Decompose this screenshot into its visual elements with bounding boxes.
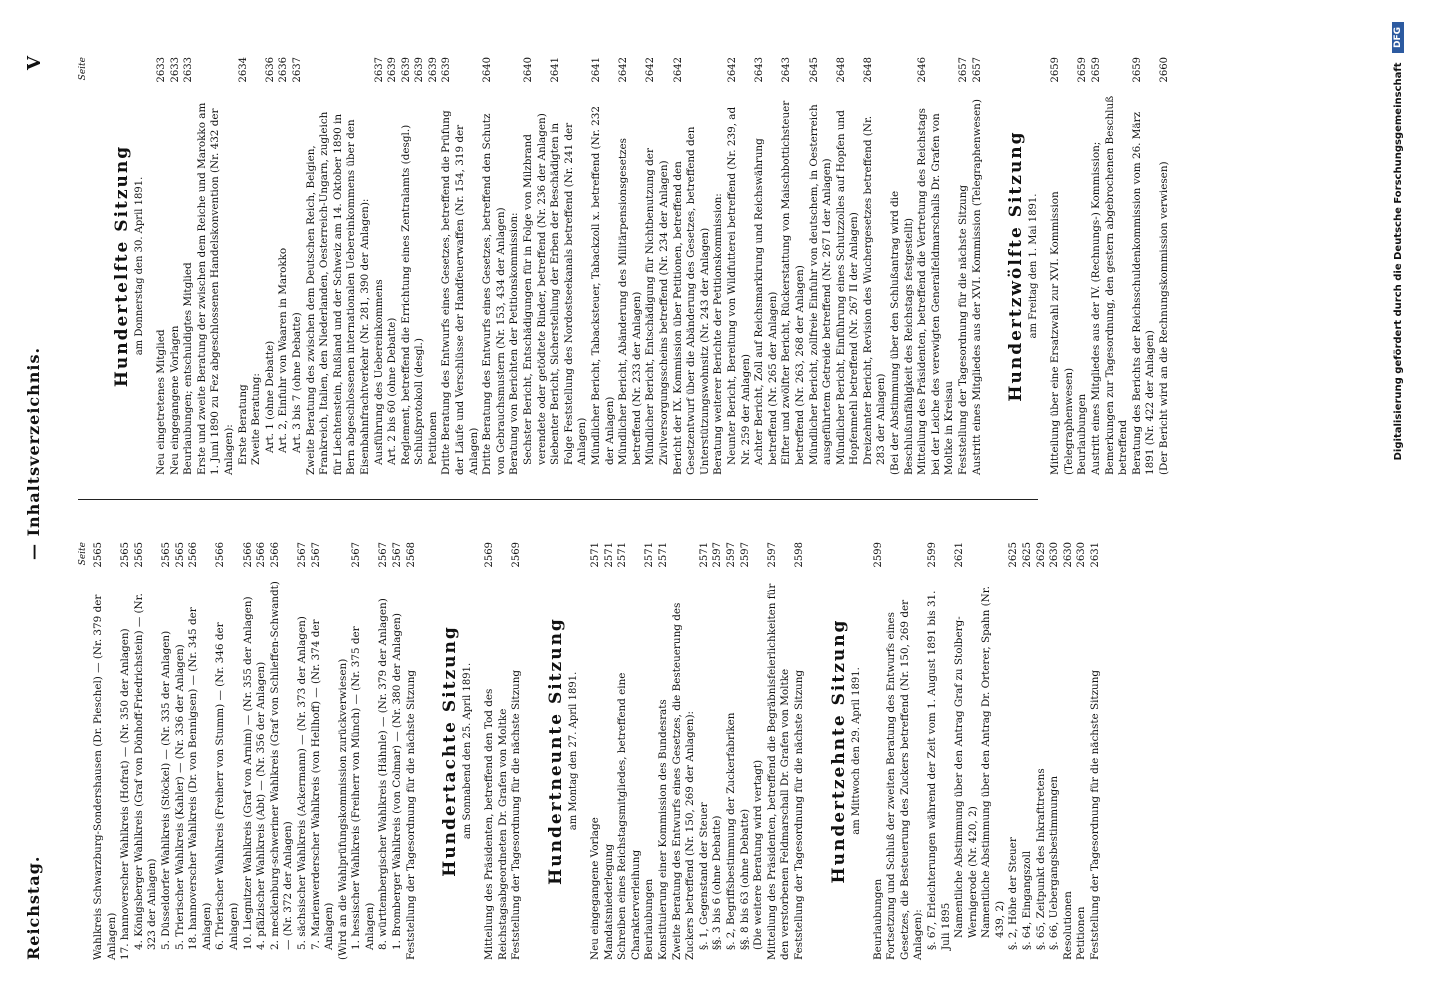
- toc-entry: [980, 542, 1007, 960]
- toc-entry: [793, 542, 807, 960]
- toc-entry-page: 2640: [482, 57, 494, 83]
- toc-entry-page: 2643: [754, 57, 766, 83]
- toc-entry-page: 2598: [793, 542, 805, 568]
- toc-entry-text: Elfter und zwölfter Bericht, Rückerstattung von Maischbottichsteuer betreffend (Nr. 263, 268 der Anlagen): [780, 100, 806, 465]
- toc-entry: [196, 57, 237, 475]
- toc-entry: [725, 542, 739, 960]
- toc-entry-text: Neu eingegangene Vorlage: [589, 817, 602, 960]
- toc-entry: [643, 542, 657, 960]
- toc-entry-page: 2631: [1090, 542, 1102, 568]
- toc-entry-text: Art. 2 bis 60 (ohne Debatte): [386, 317, 399, 465]
- toc-entry-text: 5. Düsseldorfer Wahlkreis (Stöckel) — (Nr. 335 der Anlagen): [159, 630, 172, 950]
- toc-entry-text: 7. Marienwerderscher Wahlkreis (von Hellhoff) — (Nr. 374 der Anlagen): [309, 619, 336, 950]
- toc-entry-page: 2565: [120, 542, 132, 568]
- toc-entry-text: Petitionen: [1075, 906, 1088, 960]
- toc-entry-text: 18. hannoverscher Wahlkreis (Dr. von Bennigsen) — (Nr. 345 der Anlagen): [187, 607, 213, 950]
- toc-entry-page: 2566: [215, 542, 227, 568]
- toc-entry-text: Mitteilung des Präsidenten, betreffend den Tod des Reichstagsabgeordneten Dr. Grafen von Moltke: [483, 688, 509, 960]
- toc-entry-page: 2568: [405, 542, 417, 568]
- toc-entry-page: 2633: [169, 57, 181, 83]
- toc-entry-page: 2659: [1091, 57, 1102, 83]
- toc-entry-text: Beratung weiterer Berichte der Petitionskommission:: [712, 193, 725, 475]
- toc-entry-text: Mündlicher Bericht, Tabacksteuer, Tabackzoll x. betreffend (Nr. 232 der Anlagen): [590, 106, 616, 465]
- toc-entry: [885, 542, 926, 960]
- toc-entry: [957, 57, 971, 475]
- toc-entry-page: 2565: [93, 542, 104, 568]
- toc-entry-page: 2634: [237, 57, 249, 83]
- toc-entry-text: Art. 2, Einfuhr von Waaren in Marokko: [277, 247, 290, 453]
- toc-entry-text: 4. pfälzischer Wahlkreis (Abt) — (Nr. 356 der Anlagen): [255, 661, 268, 950]
- toc-entry: [1035, 542, 1049, 960]
- toc-entry: [119, 542, 133, 960]
- toc-entry-text: Mitteilung des Präsidenten, betreffend die Vertretung des Reichstags bei der Leiche des verewigten Generalfeldmarschalls Dr. Grafen von Moltke in Kreisau: [916, 108, 956, 475]
- toc-entry: [169, 57, 183, 475]
- toc-entry: [255, 542, 269, 960]
- toc-entry-text: Beurlaubungen: [1076, 393, 1089, 475]
- toc-column-left: [78, 542, 1138, 960]
- toc-entry-text: Ausführung des Uebereinkommens: [372, 279, 385, 465]
- toc-entry-text: (Der Bericht wird an die Rechnungskommission verwiesen): [1157, 161, 1170, 475]
- toc-entry-text: Mündlicher Bericht, Einführung eines Schutzzolles auf Hopfen und Hopfenmehl betreffend (Nr. 267 II der Anlagen): [834, 110, 861, 465]
- toc-entry-page: 2642: [645, 57, 657, 83]
- toc-entry-text: Beurlaubungen; entschuldigtes Mitglied: [182, 262, 195, 475]
- toc-entry-text: Dritte Beratung des Entwurfs eines Gesetzes, betreffend den Schutz von Gebrauchsmustern (Nr. 153, 434 der Anlagen): [481, 113, 507, 475]
- toc-entry-page: 2639: [427, 57, 439, 83]
- toc-entry: [413, 57, 427, 475]
- toc-entry-text: §. 66, Uebergangsbestimmungen: [1048, 775, 1061, 950]
- toc-entry: [237, 57, 251, 475]
- toc-entry: [92, 542, 119, 960]
- toc-entry-page: 2641: [550, 57, 562, 83]
- toc-entry-text: §. 1, Gegenstand der Steuer: [697, 802, 710, 950]
- section-date: am Montag den 27. April 1891.: [568, 671, 580, 831]
- toc-entry-text: Petitionen: [426, 411, 439, 465]
- toc-entry-page: 2599: [872, 542, 884, 568]
- toc-entry-page: 2637: [291, 57, 303, 83]
- toc-entry: [440, 57, 481, 475]
- toc-entry: [780, 57, 807, 475]
- toc-entry: [483, 542, 510, 960]
- toc-entry: [522, 57, 549, 475]
- toc-entry-page: 2643: [781, 57, 793, 83]
- toc-entry-page: 2571: [698, 542, 710, 568]
- toc-entry-page: 2571: [590, 542, 602, 568]
- toc-entry: [264, 57, 278, 475]
- toc-entry: [133, 542, 160, 960]
- header-left: Reichstag.: [24, 855, 43, 960]
- toc-entry: [481, 57, 508, 475]
- toc-entry: [405, 542, 419, 960]
- toc-entry-text: Neu eingegangene Vorlagen: [168, 325, 181, 475]
- toc-entry-page: 2659: [1077, 57, 1089, 83]
- toc-entry-text: Feststellung der Tagesordnung für die nächste Sitzung: [957, 184, 970, 475]
- toc-entry-text: Reglement, betreffend die Errichtung eines Zentralamts (desgl.): [399, 124, 412, 465]
- toc-entry-page: 2660: [1158, 57, 1170, 83]
- toc-entry-text: Austritt eines Mitgliedes aus der XVI. Kommission (Telegraphenwesen): [970, 99, 983, 475]
- toc-entry-page: 2636: [264, 57, 276, 83]
- toc-entry-page: 2629: [1035, 542, 1047, 568]
- toc-entry: [277, 57, 291, 475]
- toc-entry-page: 2641: [591, 57, 602, 83]
- toc-entry-text: §. 2, Höhe der Steuer: [1007, 837, 1020, 950]
- toc-entry: [1089, 542, 1103, 960]
- toc-entry-text: Feststellung der Tagesordnung für die nächste Sitzung: [1089, 669, 1102, 960]
- toc-entry: [672, 57, 713, 475]
- toc-entry-text: Neu eingetretenes Mitglied: [155, 329, 167, 475]
- toc-entry-page: 2642: [672, 57, 684, 83]
- toc-entry-text: §. 2, Begriffsbestimmung der Zuckerfabriken: [724, 712, 737, 950]
- toc-entry-page: 2642: [726, 57, 738, 83]
- toc-entry: [296, 542, 310, 960]
- toc-entry-page: 2642: [618, 57, 630, 83]
- toc-entry-text: Konstituierung einer Kommission des Bundesrats: [657, 699, 669, 960]
- toc-entry-page: 2648: [835, 57, 847, 83]
- toc-entry-page: 2633: [183, 57, 195, 83]
- toc-entry-page: 2640: [523, 57, 535, 83]
- toc-entry-page: 2569: [484, 542, 496, 568]
- toc-entry: [766, 542, 793, 960]
- toc-entry: [590, 57, 617, 475]
- toc-entry-page: 2639: [441, 57, 453, 83]
- toc-entry: [549, 57, 590, 475]
- toc-entry: [1048, 542, 1062, 960]
- toc-entry: [1062, 542, 1076, 960]
- toc-entry: [603, 542, 617, 960]
- toc-entry-text: Mündlicher Bericht, Abänderung des Militärpensionsgesetzes betreffend (Nr. 233 der Anlagen): [617, 138, 643, 465]
- toc-entry-text: Mitteilung des Präsidenten, betreffend die Begräbnisfeierlichkeiten für den verstorbenen Feldmarschall Dr. Grafen von Moltke: [765, 583, 792, 960]
- toc-entry: [835, 57, 862, 475]
- toc-entry-page: 2567: [310, 542, 322, 568]
- toc-entry: [182, 57, 196, 475]
- toc-entry: [711, 542, 725, 960]
- toc-entry-text: Beratung von Berichten der Petitionskommission:: [508, 212, 521, 475]
- toc-entry-page: 2565: [174, 542, 186, 568]
- toc-entry: [1090, 57, 1131, 475]
- toc-entry-text: 10. Liegnitzer Wahlkreis (Graf von Arnim) — (Nr. 355 der Anlagen): [241, 596, 254, 950]
- toc-entry-text: Beratung des Berichts der Reichsschuldenkommission vom 26. März 1891 (Nr. 422 der Anlagen): [1130, 111, 1157, 475]
- toc-entry: [386, 57, 400, 475]
- toc-entry-text: Art. 1 (ohne Debatte): [263, 340, 276, 453]
- toc-entry: [310, 542, 337, 960]
- toc-entry: [337, 542, 351, 960]
- toc-entry-page: 2657: [971, 57, 983, 83]
- dfg-footer-text: Digitalisierung gefördert durch die Deutsche Forschungsgemeinschaft: [1392, 62, 1404, 461]
- toc-entry-page: 2639: [400, 57, 412, 83]
- toc-entry: [400, 57, 414, 475]
- toc-entry-page: 2637: [373, 57, 385, 83]
- toc-entry-text: Mandatsniederlegung: [602, 844, 615, 960]
- section-date: am Mittwoch den 29. April 1891.: [850, 667, 862, 835]
- toc-entry-text: Feststellung der Tagesordnung für die nächste Sitzung: [510, 669, 523, 960]
- toc-entry-text: §. 67, Erleichterungen während der Zeit vom 1. August 1891 bis 31. Juli 1895: [925, 590, 952, 950]
- toc-entry: [214, 542, 241, 960]
- toc-entry-text: Fortsetzung und Schluß der zweiten Beratung des Entwurfs eines Gesetzes, die Besteuerung des Zuckers betreffend (Nr. 150, 269 der Anlagen):: [885, 599, 925, 960]
- toc-entry-text: Erste und zweite Beratung der zwischen dem Reiche und Marokko am 1. Juni 1890 zu Fez abgeschlossenen Handelskonvention (Nr. 432 der Anlagen):: [195, 102, 235, 475]
- toc-entry-page: 2571: [658, 542, 669, 568]
- header-page-number: V: [24, 55, 45, 70]
- toc-entry-page: 2625: [1022, 542, 1034, 568]
- dfg-logo: DFG: [1392, 22, 1404, 53]
- toc-entry: [644, 57, 671, 475]
- toc-entry-page: 2657: [958, 57, 970, 83]
- toc-entry-page: 2599: [926, 542, 938, 568]
- toc-entry-text: Namentliche Abstimmung über den Antrag Dr. Orterer, Spahn (Nr. 439, 2): [980, 586, 1006, 938]
- toc-entry: [242, 542, 256, 960]
- toc-entry-text: Schlußprotokoll (desgl.): [413, 338, 426, 465]
- toc-entry: [712, 57, 726, 475]
- toc-entry: [510, 542, 524, 960]
- toc-entry-page: 2565: [160, 542, 172, 568]
- toc-entry: [1158, 57, 1172, 475]
- toc-entry: [305, 57, 373, 475]
- toc-entry-text: Dritte Beratung des Entwurfs eines Gesetzes, betreffend die Prüfung der Läufe und Verschlüsse der Handfeuerwaffen (Nr. 154, 319 der Anlagen): [440, 110, 480, 475]
- section-date: am Sonnabend den 25. April 1891.: [462, 662, 474, 840]
- toc-entry: [862, 57, 889, 475]
- toc-entry: [291, 57, 305, 475]
- toc-entry-text: 1. hessischer Wahlkreis (Freiherr von Münch) — (Nr. 375 der Anlagen): [350, 626, 376, 950]
- toc-entry-text: Namentliche Abstimmung über den Antrag Graf zu Stolberg-Wernigerode (Nr. 420, 2): [953, 616, 979, 938]
- toc-entry: [889, 57, 916, 475]
- toc-entry: [373, 57, 387, 475]
- toc-entry: [250, 57, 264, 475]
- toc-entry-page: 2625: [1008, 542, 1020, 568]
- toc-entry: [617, 57, 644, 475]
- toc-entry-text: §. 64, Eingangszoll: [1021, 850, 1034, 950]
- toc-entry-text: Zweite Beratung des Entwurfs eines Gesetzes, die Besteuerung des Zuckers betreffend (Nr. 150, 269 der Anlagen):: [670, 602, 697, 960]
- toc-entry-page: 2566: [188, 542, 200, 568]
- toc-entry-text: Schreiben eines Reichstagsmitgliedes, betreffend eine Charakterverleihung: [616, 672, 642, 960]
- toc-entry-text: 6. Trierischer Wahlkreis (Freiherr von Stumm) — (Nr. 346 der Anlagen): [214, 622, 240, 950]
- toc-entry: [1131, 57, 1158, 475]
- toc-entry: [1076, 57, 1090, 475]
- toc-entry-page: 2567: [296, 542, 308, 568]
- toc-entry-text: Zweite Beratung des zwischen dem Deutschen Reich, Belgien, Frankreich, Italien, den Niederlanden, Oesterreich-Ungarn, zugleich für Liechtenstein, Rußland und der Schweiz am 14. Oktober 1890 in Bern abgeschlossenen internationalen Uebereinkommens über den Eisenbahnfrachtverkehr (Nr. 281, 390 der Anlagen):: [304, 111, 371, 475]
- toc-entry-text: (Die weitere Beratung wird vertagt): [752, 759, 765, 950]
- toc-entry: [155, 57, 169, 475]
- toc-entry: [160, 542, 174, 960]
- toc-entry-text: (Bei der Abstimmung über den Schlußantrag wird die Beschlußunfähigkeit des Reichstags festgestellt): [889, 190, 915, 475]
- toc-entry-text: Achter Bericht, Zoll auf Reichsmarkirung und Reichswährung betreffend (Nr. 265 der Anlagen): [753, 138, 779, 465]
- toc-entry-page: 2566: [256, 542, 268, 568]
- toc-entry-text: 5. Trierischer Wahlkreis (Kahler) — (Nr. 336 der Anlagen): [173, 644, 186, 950]
- section-date: am Freitag den 1. Mai 1891.: [1028, 193, 1040, 339]
- toc-entry-text: (Wird an die Wahlprüfungskommission zurückverwiesen): [336, 658, 349, 960]
- toc-entry-text: Beurlaubungen: [871, 878, 884, 960]
- toc-entry: [739, 542, 753, 960]
- toc-entry-page: 2659: [1131, 57, 1143, 83]
- section-title: Hundertzwölfte Sitzung: [1006, 130, 1027, 402]
- toc-entry-text: Siebenter Bericht, Sicherstellung der Erben der Beschädigten in Folge Feststellung des Nordostseekanals betreffend (Nr. 241 der Anlagen): [549, 122, 589, 465]
- toc-entry: [916, 57, 957, 475]
- toc-entry-text: Sechster Bericht, Entschädigungen für in Folge von Milzbrand verendete oder getödtete Rinder, betreffend (Nr. 236 der Anlagen): [522, 113, 548, 465]
- toc-entry: [174, 542, 188, 960]
- toc-entry-text: Feststellung der Tagesordnung für die nächste Sitzung: [404, 669, 417, 960]
- toc-entry-text: Mündlicher Bericht, Entschädigung für Nichtbenutzung der Zivilversorgungsscheins betreffend (Nr. 234 der Anlagen): [644, 148, 670, 465]
- toc-entry-text: Art. 3 bis 7 (ohne Debatte): [290, 312, 303, 453]
- toc-entry: [753, 57, 780, 475]
- toc-entry: [427, 57, 441, 475]
- toc-entry-text: 17. hannoverscher Wahlkreis (Hofrat) — (Nr. 350 der Anlagen): [119, 628, 132, 960]
- toc-entry-page: 2571: [644, 542, 656, 568]
- toc-entry-page: 2636: [278, 57, 290, 83]
- toc-entry-text: Erste Beratung: [236, 384, 249, 465]
- toc-entry-page: 2621: [954, 542, 966, 568]
- toc-entry-page: 2567: [378, 542, 390, 568]
- seite-label: Seite: [78, 542, 88, 566]
- toc-entry: [508, 57, 522, 475]
- header-center: — Inhaltsverzeichnis.: [24, 346, 43, 560]
- toc-entry: [1007, 542, 1021, 960]
- toc-entry-text: Bericht der IX. Kommission über Petitionen, betreffend den Gesetzentwurf über die Abänderung des Gesetzes, betreffend den Unterstützungswohnsitz (Nr. 243 der Anlagen): [671, 126, 711, 475]
- toc-entry: [377, 542, 391, 960]
- toc-entry-page: 2566: [269, 542, 281, 568]
- toc-entry-text: 1. Bromberger Wahlkreis (von Colmar) — (Nr. 380 der Anlagen): [391, 613, 404, 950]
- toc-entry-text: §§. 8 bis 63 (ohne Debatte): [738, 808, 751, 950]
- toc-entry-text: Mitteilung über eine Ersatzwahl zur XVI. Kommission (Telegraphenwesen): [1049, 191, 1075, 475]
- toc-entry-page: 2597: [712, 542, 724, 568]
- toc-entry-page: 2630: [1062, 542, 1074, 568]
- toc-entry-text: Wahlkreis Schwarzburg-Sondershausen (Dr. Pieschel) — (Nr. 379 der Anlagen): [92, 594, 118, 960]
- toc-entry-text: Mündlicher Bericht, zollfreie Einfuhr von deutschem, in Oesterreich ausgeführtem Getreide betreffend (Nr. 267 I der Anlagen): [807, 104, 834, 465]
- section-title: Hundertneunte Sitzung: [546, 617, 567, 885]
- section-title: Hundertachte Sitzung: [440, 625, 461, 877]
- toc-entry: [752, 542, 766, 960]
- toc-column-right: [78, 57, 1170, 475]
- toc-entry-page: 2565: [133, 542, 145, 568]
- section-title: Hundertzehnte Sitzung: [828, 618, 849, 884]
- toc-entry-page: 2659: [1050, 57, 1062, 83]
- toc-entry: [391, 542, 405, 960]
- section-date: am Donnerstag den 30. April 1891.: [134, 176, 145, 356]
- toc-entry: [926, 542, 953, 960]
- toc-entry-text: 4. Königsberger Wahlkreis (Graf von Dönhoff-Friedrichstein) — (Nr. 323 der Anlagen): [132, 593, 159, 950]
- toc-entry-page: 2648: [862, 57, 874, 83]
- toc-entry-page: 2633: [156, 57, 167, 83]
- toc-entry: [808, 57, 835, 475]
- section-title: Hundertelfte Sitzung: [112, 144, 132, 388]
- toc-entry-page: 2646: [917, 57, 929, 83]
- toc-entry: [872, 542, 886, 960]
- toc-entry: [971, 57, 985, 475]
- toc-entry-text: §§. 3 bis 6 (ohne Debatte): [711, 815, 724, 950]
- toc-entry-page: 2571: [617, 542, 629, 568]
- toc-entry-text: Feststellung der Tagesordnung für die nächste Sitzung: [792, 669, 805, 960]
- toc-entry: [953, 542, 980, 960]
- toc-entry-page: 2645: [808, 57, 820, 83]
- toc-entry-text: §. 65, Zeitpunkt des Inkrafttretens: [1034, 768, 1047, 950]
- toc-entry: [698, 542, 712, 960]
- toc-entry-page: 2639: [414, 57, 426, 83]
- toc-entry-page: 2597: [739, 542, 751, 568]
- toc-entry: [1075, 542, 1089, 960]
- toc-entry: [726, 57, 753, 475]
- toc-entry: [269, 542, 296, 960]
- toc-entry-page: 2567: [351, 542, 363, 568]
- toc-entry: [671, 542, 698, 960]
- toc-entry-text: 8. württembergischer Wahlkreis (Hähnle) — (Nr. 379 der Anlagen): [377, 598, 390, 950]
- toc-entry: [1049, 57, 1076, 475]
- toc-entry: [589, 542, 603, 960]
- seite-label: Seite: [78, 57, 88, 81]
- toc-entry-text: Beurlaubungen: [643, 878, 656, 960]
- toc-entry-page: 2597: [766, 542, 778, 568]
- toc-entry-page: 2630: [1076, 542, 1088, 568]
- toc-entry-page: 2639: [387, 57, 399, 83]
- toc-entry-page: 2630: [1049, 542, 1061, 568]
- toc-entry: [1021, 542, 1035, 960]
- toc-entry: [616, 542, 643, 960]
- dfg-footer: [1392, 0, 1412, 1000]
- toc-entry-page: 2571: [603, 542, 615, 568]
- toc-entry-text: 5. sächsischer Wahlkreis (Ackermann) — (Nr. 373 der Anlagen): [295, 616, 308, 950]
- toc-entry-page: 2569: [511, 542, 523, 568]
- toc-entry-text: Austritt eines Mitgliedes aus der IV. (Rechnungs-) Kommission; Bemerkungen zur Tagesordnung, den gestern abgebrochenen Beschluß betreffend: [1090, 95, 1130, 475]
- toc-entry: [350, 542, 377, 960]
- toc-entry-text: Zweite Beratung:: [250, 373, 263, 465]
- toc-entry: [657, 542, 671, 960]
- toc-entry-text: 2. mecklenburg-schweriner Wahlkreis (Graf von Schlieffen-Schwandt) — (Nr. 372 der Anlagen): [268, 581, 295, 950]
- toc-entry: [187, 542, 214, 960]
- toc-entry-page: 2597: [725, 542, 737, 568]
- page-header: [24, 0, 64, 1000]
- toc-entry-page: 2566: [242, 542, 254, 568]
- toc-entry-page: 2567: [392, 542, 404, 568]
- column-divider: [78, 499, 1038, 500]
- toc-entry-text: Dreizehnter Bericht, Revision des Wuchergesetzes betreffend (Nr. 283 der Anlagen): [861, 115, 888, 465]
- toc-entry-text: Neunter Bericht, Bereitung von Wildfutterei betreffend (Nr. 239, ad Nr. 259 der Anlagen): [725, 106, 752, 465]
- toc-entry-text: Resolutionen: [1061, 891, 1074, 960]
